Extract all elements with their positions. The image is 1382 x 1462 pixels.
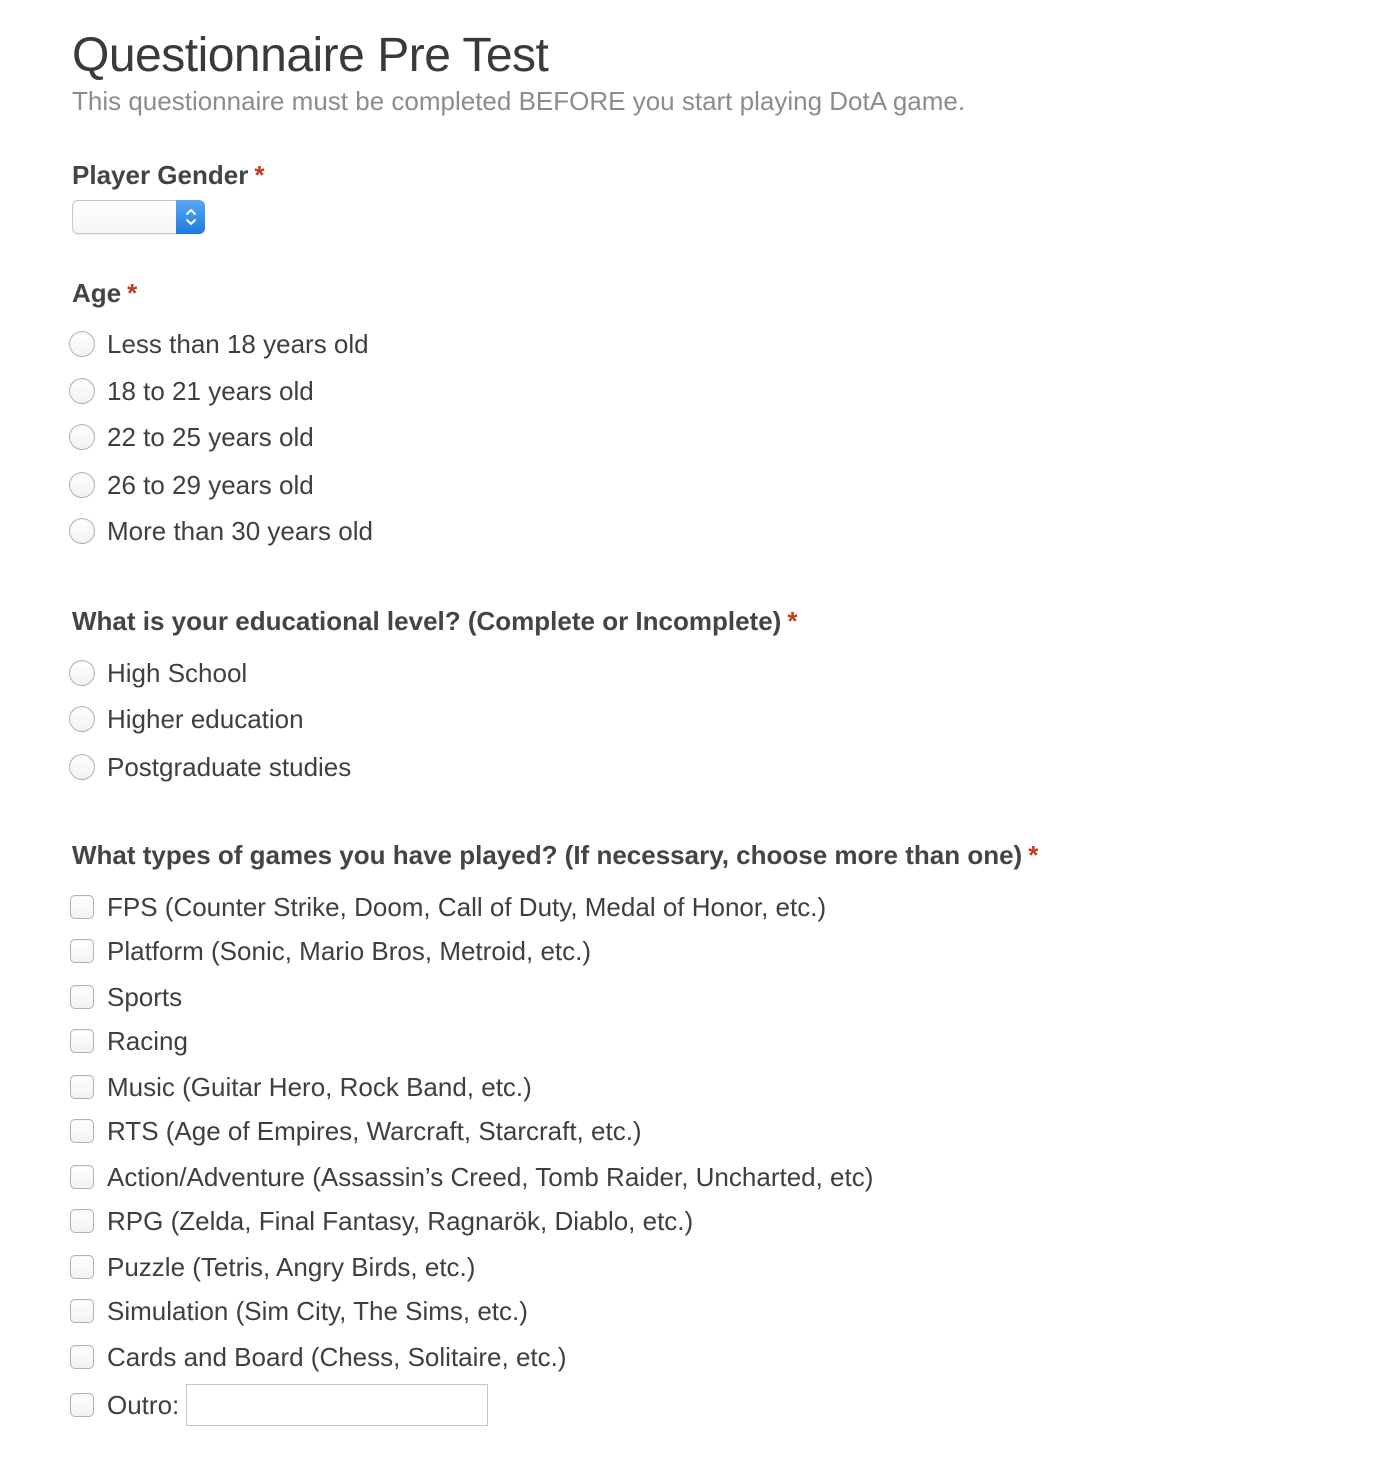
option-label: Cards and Board (Chess, Solitaire, etc.) (107, 1341, 567, 1372)
option-label: Music (Guitar Hero, Rock Band, etc.) (107, 1071, 532, 1102)
games-option-music[interactable] (69, 1072, 532, 1102)
option-label: Postgraduate studies (107, 751, 352, 782)
option-label: Less than 18 years old (107, 328, 369, 359)
games-option-fps[interactable] (69, 892, 826, 922)
question-games-text: What types of games you have played? (If necessary, choose more than one) (72, 840, 1023, 870)
checkbox[interactable] (70, 1393, 94, 1417)
question-age-label (72, 278, 137, 309)
option-label: Puzzle (Tetris, Angry Birds, etc.) (107, 1251, 476, 1282)
radio-button[interactable] (69, 378, 95, 404)
option-label: FPS (Counter Strike, Doom, Call of Duty, Medal of Honor, etc.) (107, 891, 827, 922)
checkbox[interactable] (70, 1255, 94, 1279)
question-education-text: What is your educational level? (Complete or Incomplete) (72, 606, 782, 636)
form-title: Questionnaire Pre Test (72, 29, 549, 82)
gender-select[interactable] (72, 200, 205, 234)
select-stepper-icon (176, 200, 205, 234)
radio-button[interactable] (69, 706, 95, 732)
other-text-input[interactable] (186, 1384, 488, 1426)
required-asterisk: * (254, 160, 265, 190)
games-option-platform[interactable] (69, 936, 591, 966)
games-option-racing[interactable] (69, 1026, 188, 1056)
question-gender-text: Player Gender (72, 160, 249, 190)
checkbox[interactable] (70, 1345, 94, 1369)
option-label: Racing (107, 1025, 188, 1056)
question-gender-label (72, 160, 264, 191)
checkbox[interactable] (70, 1119, 94, 1143)
age-option-26-29[interactable] (69, 470, 314, 500)
required-asterisk: * (787, 606, 798, 636)
checkbox[interactable] (70, 939, 94, 963)
games-option-rpg[interactable] (69, 1206, 693, 1236)
option-label: Simulation (Sim City, The Sims, etc.) (107, 1295, 528, 1326)
age-option-22-25[interactable] (69, 422, 314, 452)
option-label: RTS (Age of Empires, Warcraft, Starcraft, etc.) (107, 1115, 642, 1146)
radio-button[interactable] (69, 424, 95, 450)
education-option-higher-education[interactable] (69, 704, 304, 734)
radio-button[interactable] (69, 331, 95, 357)
checkbox[interactable] (70, 1029, 94, 1053)
option-label: 22 to 25 years old (107, 421, 314, 452)
games-option-cards-board[interactable] (69, 1342, 567, 1372)
option-label: Sports (107, 981, 183, 1012)
games-option-sports[interactable] (69, 982, 182, 1012)
form-description: This questionnaire must be completed BEFORE you start playing DotA game. (72, 86, 966, 116)
age-option-under-18[interactable] (69, 329, 369, 359)
education-option-postgraduate[interactable] (69, 752, 351, 782)
option-label: 18 to 21 years old (107, 375, 314, 406)
checkbox[interactable] (70, 895, 94, 919)
checkbox[interactable] (70, 1209, 94, 1233)
option-label: Outro: (107, 1389, 180, 1420)
question-education-label (72, 606, 797, 637)
age-option-over-30[interactable] (69, 516, 373, 546)
games-option-other[interactable] (69, 1390, 488, 1420)
option-label: 26 to 29 years old (107, 469, 314, 500)
question-games-label (72, 840, 1038, 871)
education-option-high-school[interactable] (69, 658, 247, 688)
question-age-text: Age (72, 278, 122, 308)
games-option-action-adventure[interactable] (69, 1162, 873, 1192)
checkbox[interactable] (70, 985, 94, 1009)
option-label: High School (107, 657, 248, 688)
radio-button[interactable] (69, 660, 95, 686)
games-option-rts[interactable] (69, 1116, 642, 1146)
games-option-simulation[interactable] (69, 1296, 528, 1326)
radio-button[interactable] (69, 518, 95, 544)
required-asterisk: * (1028, 840, 1039, 870)
option-label: More than 30 years old (107, 515, 373, 546)
games-option-puzzle[interactable] (69, 1252, 475, 1282)
radio-button[interactable] (69, 754, 95, 780)
age-option-18-21[interactable] (69, 376, 314, 406)
required-asterisk: * (127, 278, 138, 308)
option-label: Action/Adventure (Assassin’s Creed, Tomb Raider, Uncharted, etc) (107, 1161, 874, 1192)
option-label: RPG (Zelda, Final Fantasy, Ragnarök, Diablo, etc.) (107, 1205, 694, 1236)
checkbox[interactable] (70, 1075, 94, 1099)
checkbox[interactable] (70, 1165, 94, 1189)
option-label: Platform (Sonic, Mario Bros, Metroid, etc.) (107, 935, 592, 966)
option-label: Higher education (107, 703, 304, 734)
radio-button[interactable] (69, 472, 95, 498)
checkbox[interactable] (70, 1299, 94, 1323)
